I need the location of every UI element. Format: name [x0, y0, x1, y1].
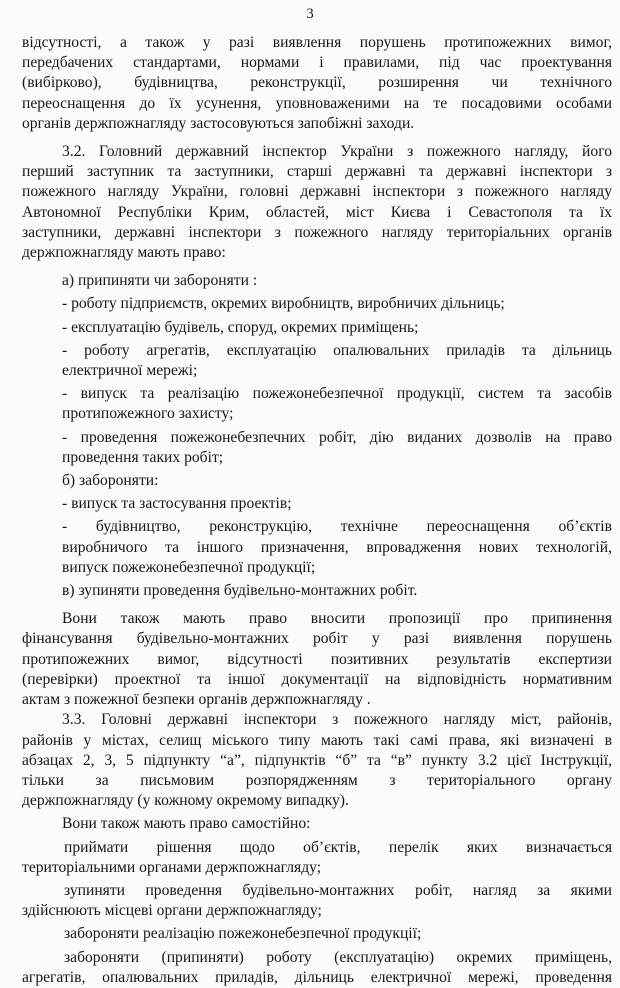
list-a	[22, 271, 612, 468]
text-line: територіальними органами держпожнагляду;	[22, 858, 322, 876]
text-line: протипожежних вимог, відсутності позитивних результатів експертизи	[22, 650, 612, 668]
text-line: агрегатів, опалювальних приладів, дільниць електричної мережі, проведення	[22, 968, 612, 986]
text-line: Вони також мають право самостійно:	[62, 815, 311, 833]
list-item-cont: електричної мережі;	[62, 362, 198, 380]
text-line: держпожнагляду (у кожному окремому випадку).	[22, 792, 349, 810]
text-line: держпожнагляду мають право:	[22, 244, 226, 262]
list-item-cont: протипожежного захисту;	[62, 405, 234, 423]
paragraph-stop-works	[22, 881, 612, 921]
list-item: - випуск та реалізацію пожежонебезпечної продукції, систем та засобів	[62, 385, 612, 403]
text-line: переоснащення до їх усунення, уповноваженими на те посадовими особами	[22, 94, 612, 112]
document-body	[22, 33, 612, 988]
text-line: фінансування будівельно-монтажних робіт у разі виявлення порушень	[22, 630, 612, 648]
list-heading: а) припиняти чи забороняти :	[62, 272, 258, 290]
list-item: - роботу агрегатів, експлуатацію опалювальних приладів та дільниць	[62, 341, 612, 359]
text-line: Автономної Республіки Крим, областей, міст Києва і Севастополя та їх	[22, 203, 612, 221]
text-line: актам з пожежної безпеки органів держпожнагляду .	[22, 691, 371, 709]
text-line: (перевірки) проектної та іншої документації на відповідність нормативним	[22, 670, 612, 688]
list-item: - експлуатацію будівель, споруд, окремих приміщень;	[62, 318, 419, 336]
text-line: забороняти (припиняти) роботу (експлуатацію) окремих приміщень,	[64, 948, 612, 966]
text-line: забороняти реалізацію пожежонебезпечної продукції;	[64, 925, 422, 943]
paragraph-prohibit	[22, 948, 612, 988]
text-line: здійснюють місцеві органи держпожнагляду;	[22, 902, 322, 920]
list-item: - роботу підприємств, окремих виробництв, виробничих дільниць;	[62, 295, 505, 313]
list-item: - випуск та застосування проектів;	[62, 495, 292, 513]
text-line: 3.2. Головний державний інспектор України з пожежного нагляду, його	[62, 143, 612, 161]
text-line: приймати рішення щодо об’єктів, перелік яких визначається	[64, 838, 612, 856]
list-item-cont: випуск пожежонебезпечної продукції;	[62, 558, 316, 576]
text-line: районів у містах, селищ міського типу мають такі самі права, які визначені в	[22, 731, 612, 749]
list-item: - будівництво, реконструкцію, технічне переоснащення об’єктів	[62, 518, 612, 536]
list-b	[22, 471, 612, 601]
text-line: зупиняти проведення будівельно-монтажних робіт, нагляд за якими	[64, 881, 612, 899]
text-line: абзацах 2, 3, 5 підпункту “а”, підпунктів “б” та “в” пункту 3.2 цієї Інструкції,	[22, 751, 612, 769]
text-line: 3.3. Головні державні інспектори з пожежного нагляду міст, районів,	[62, 711, 612, 729]
text-line: заступники, державні інспектори з пожежного нагляду територіальних органів	[22, 223, 612, 241]
paragraph-proposals	[22, 609, 612, 710]
text-line: тільки за письмовим розпорядженням з територіального органу	[22, 771, 612, 789]
list-item: - проведення пожежонебезпечних робіт, дію виданих дозволів на право	[62, 428, 612, 446]
list-heading: б) забороняти:	[62, 472, 159, 490]
text-line: (вибірково), будівництва, реконструкції, розширення чи технічного	[22, 74, 612, 92]
text-line: передбачених стандартами, нормами і правилами, під час проектування	[22, 54, 612, 72]
text-line: органів держпожнагляду застосовуються запобіжні заходи.	[22, 114, 415, 132]
text-line: відсутності, а також у разі виявлення порушень протипожежних вимог,	[22, 34, 612, 51]
list-item-cont: проведення таких робіт;	[62, 448, 224, 466]
paragraph-continuation	[22, 33, 612, 134]
list-item-cont: виробничого та іншого призначення, впровадження нових технологій,	[62, 538, 612, 556]
paragraph-3-2	[22, 142, 612, 263]
paragraph-decisions	[22, 838, 612, 878]
page-number: 3	[306, 6, 314, 22]
text-line: пожежного нагляду України, головні державні інспектори з пожежного нагляду	[22, 183, 612, 201]
text-line: Вони також мають право вносити пропозиції про припинення	[62, 610, 612, 628]
text-line: перший заступник та заступники, старші державні та державні інспектори з	[22, 163, 612, 181]
paragraph-3-3	[22, 710, 612, 811]
list-heading: в) зупиняти проведення будівельно-монтажних робіт.	[62, 582, 418, 600]
